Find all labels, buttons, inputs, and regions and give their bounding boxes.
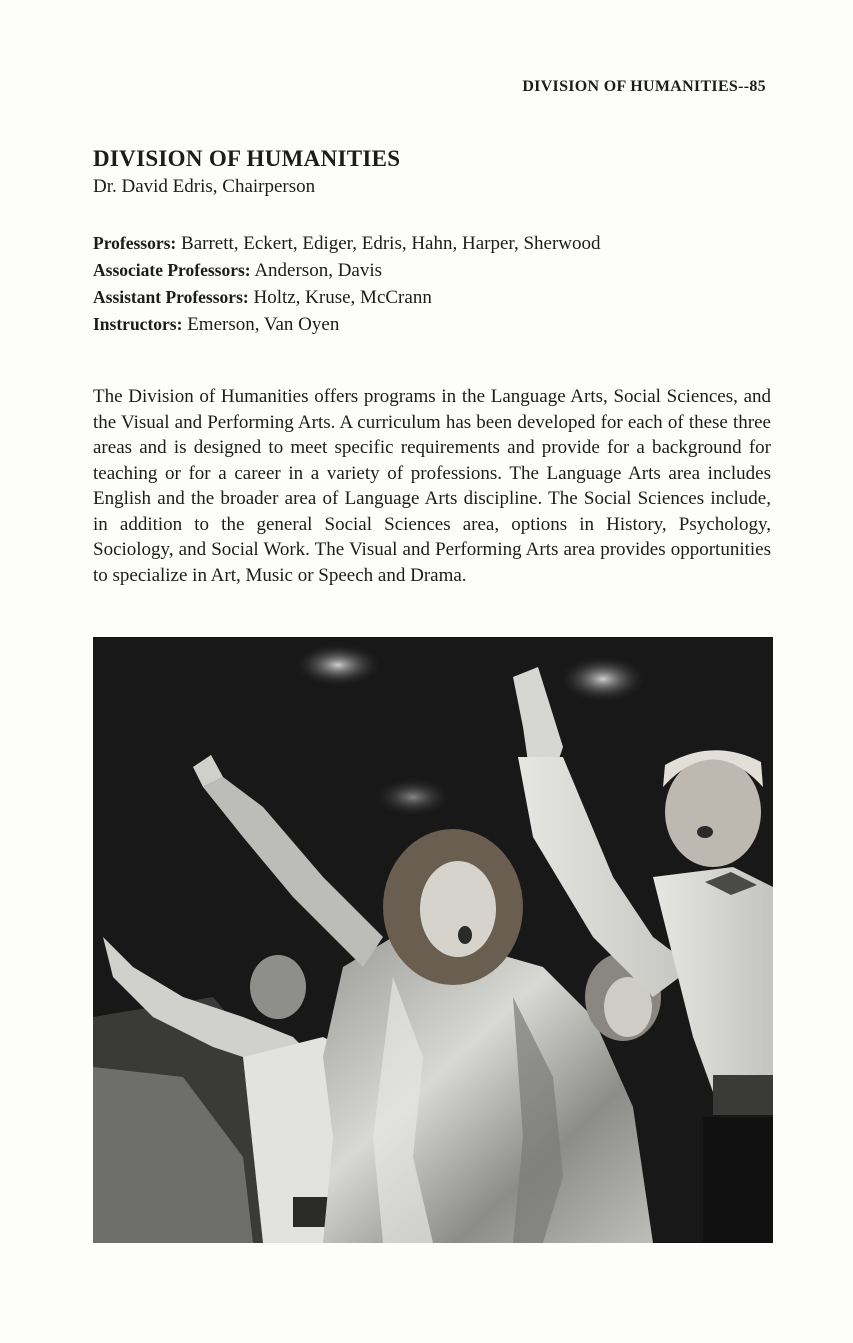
faculty-rank: Instructors: — [93, 314, 183, 334]
division-title: DIVISION OF HUMANITIES — [93, 146, 401, 171]
chairperson-line: Dr. David Edris, Chairperson — [93, 176, 316, 197]
faculty-rank: Assistant Professors: — [93, 287, 249, 307]
running-head: DIVISION OF HUMANITIES--85 — [522, 78, 766, 95]
faculty-names: Barrett, Eckert, Ediger, Edris, Hahn, Harper, Sherwood — [181, 233, 601, 254]
faculty-names: Anderson, Davis — [254, 260, 383, 281]
faculty-names: Emerson, Van Oyen — [187, 314, 340, 335]
faculty-rank: Professors: — [93, 233, 177, 253]
faculty-row-professors — [93, 230, 601, 257]
faculty-row-assistant-professors — [93, 284, 601, 311]
faculty-row-associate-professors — [93, 257, 601, 284]
faculty-list — [93, 230, 601, 338]
division-description: The Division of Humanities offers programs in the Language Arts, Social Sciences, and the Visual and Performing Arts. A curriculum has been developed for each of these three areas and is designed to meet specific requirements and provide for a background for teaching or for a career in a variety of professions. The Language Arts area includes English and the broader area of Language Arts discipline. The Social Sciences include, in addition to the general Social Sciences area, options in History, Psychology, Sociology, and Social Work. The Visual and Performing Arts area provides opportunities to specialize in Art, Music or Speech and Drama. — [93, 386, 771, 586]
performance-photo — [93, 637, 773, 1243]
faculty-names: Holtz, Kruse, McCrann — [253, 287, 432, 308]
faculty-row-instructors — [93, 311, 601, 338]
faculty-rank: Associate Professors: — [93, 260, 251, 280]
